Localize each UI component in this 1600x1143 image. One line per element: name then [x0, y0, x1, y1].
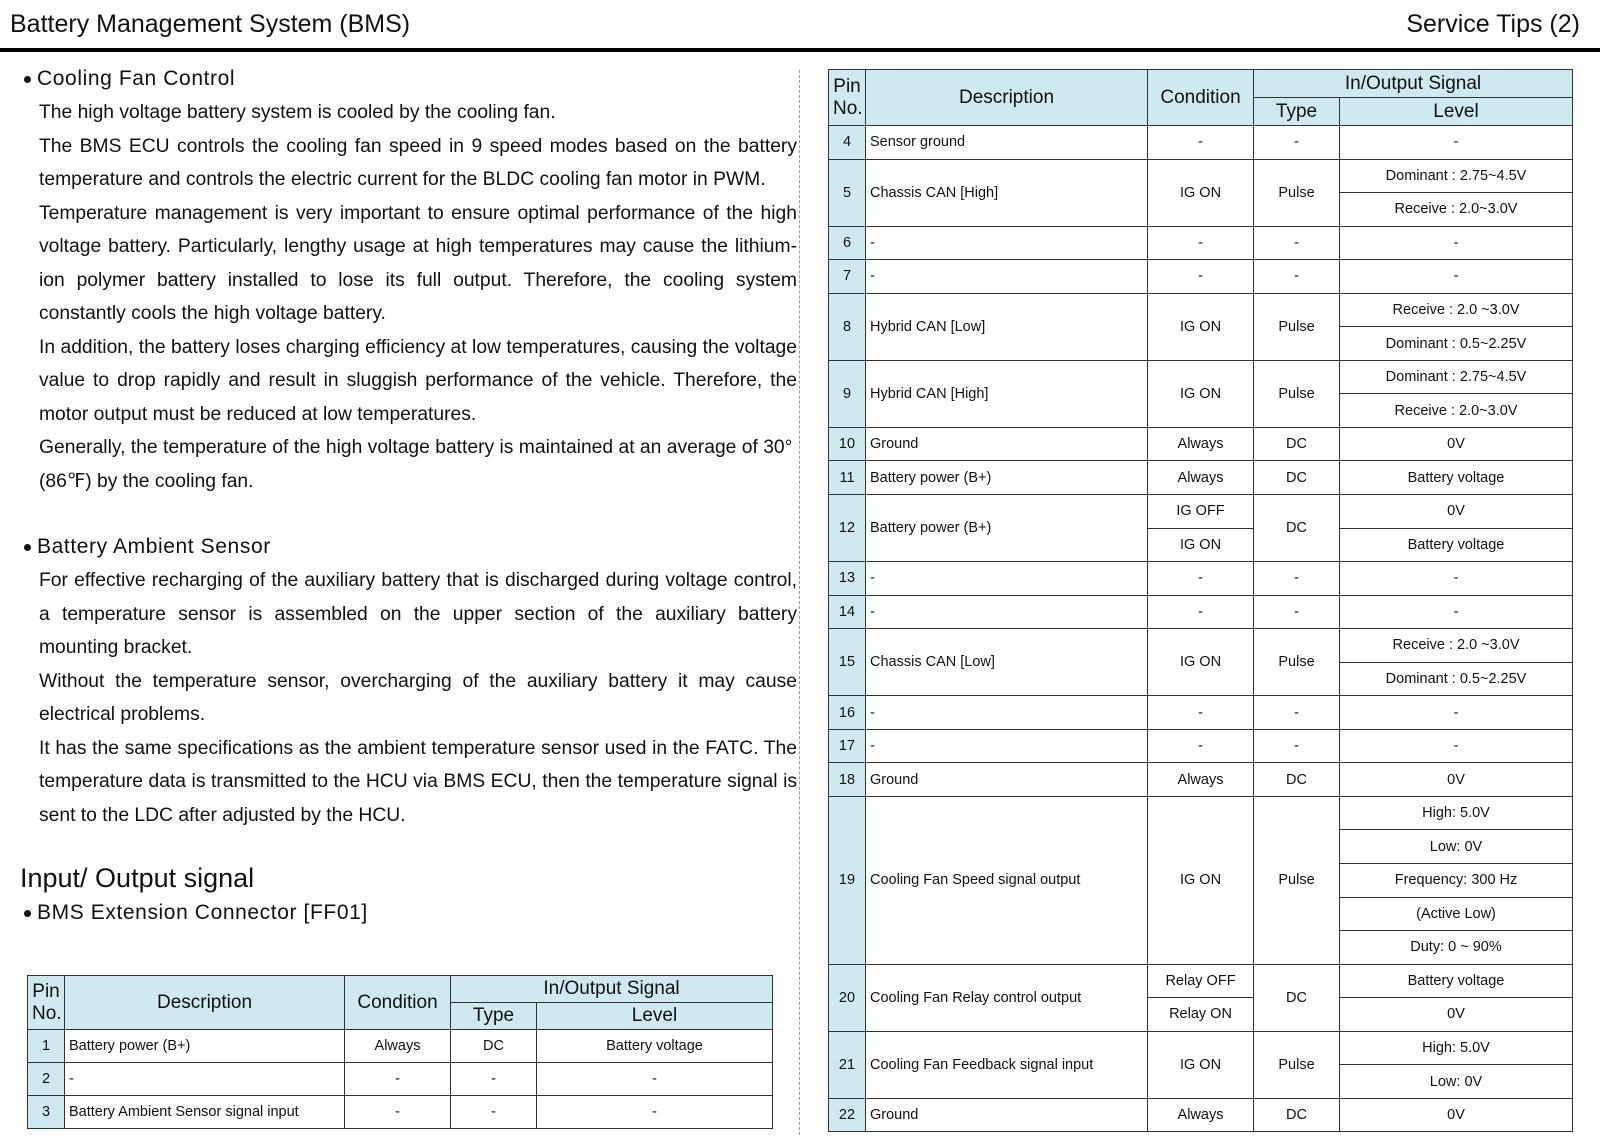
table-row	[829, 360, 1573, 394]
pin-description: Ground	[866, 1098, 1148, 1132]
page-header	[0, 0, 1600, 52]
pin-condition: IG ON	[1148, 360, 1254, 427]
pin-signal-type: -	[1254, 126, 1340, 160]
pin-signal-level: Dominant : 2.75~4.5V	[1340, 159, 1573, 193]
bullet-icon	[24, 76, 31, 83]
pin-condition: Always	[1148, 427, 1254, 461]
header-description: Description	[65, 976, 345, 1030]
pin-description: -	[65, 1063, 345, 1096]
pin-description: Ground	[866, 763, 1148, 797]
pin-signal-level: -	[1340, 729, 1573, 763]
pin-condition: Always	[1148, 461, 1254, 495]
pin-description: -	[866, 595, 1148, 629]
pin-signal-level: 0V	[1340, 998, 1573, 1032]
cooling-paragraph: Temperature management is very important to ensure optimal performance of the high voltage battery. Particularly, lengthy usage at high temperatures may cause the lithium-ion polymer battery installed to lose its full output. Therefore, the cooling system constantly cools the high voltage battery.	[39, 202, 797, 324]
table-row	[28, 1063, 773, 1096]
pin-signal-type: Pulse	[1254, 629, 1340, 696]
header-level: Level	[1340, 98, 1573, 126]
pin-condition: -	[1148, 260, 1254, 294]
pin-number: 14	[829, 595, 866, 629]
pin-signal-type: -	[451, 1096, 537, 1129]
pin-signal-type: DC	[1254, 495, 1340, 562]
table-row	[829, 126, 1573, 160]
pin-signal-type: DC	[1254, 461, 1340, 495]
table-row	[829, 495, 1573, 529]
table-row	[829, 763, 1573, 797]
pin-condition: Relay ON	[1148, 998, 1254, 1032]
pin-number: 20	[829, 964, 866, 1031]
pin-condition: IG ON	[1148, 293, 1254, 360]
header-pin-no	[28, 976, 65, 1030]
page-title: Battery Management System (BMS)	[10, 9, 411, 38]
pin-condition: Always	[1148, 763, 1254, 797]
pin-description: Chassis CAN [Low]	[866, 629, 1148, 696]
pin-signal-level: Receive : 2.0~3.0V	[1340, 193, 1573, 227]
table-row	[829, 159, 1573, 193]
table-row	[829, 260, 1573, 294]
header-description: Description	[866, 70, 1148, 126]
pin-signal-type: -	[1254, 260, 1340, 294]
pin-number: 22	[829, 1098, 866, 1132]
pin-number: 18	[829, 763, 866, 797]
pin-signal-level: Battery voltage	[537, 1030, 773, 1063]
pin-signal-level: -	[1340, 696, 1573, 730]
page-section-title: Service Tips (2)	[1406, 9, 1580, 38]
pin-signal-level: Receive : 2.0 ~3.0V	[1340, 293, 1573, 327]
pin-condition: -	[1148, 126, 1254, 160]
pin-description: Battery Ambient Sensor signal input	[65, 1096, 345, 1129]
pin-signal-level: -	[537, 1096, 773, 1129]
header-condition: Condition	[1148, 70, 1254, 126]
pin-signal-level: -	[1340, 126, 1573, 160]
pin-condition: Always	[345, 1030, 451, 1063]
pin-signal-level: (Active Low)	[1340, 897, 1573, 931]
pin-signal-level: Low: 0V	[1340, 830, 1573, 864]
pin-description: -	[866, 729, 1148, 763]
cooling-paragraph: Generally, the temperature of the high voltage battery is maintained at an average of 30°(86℉) by the cooling fan.	[39, 437, 793, 492]
table-row	[829, 796, 1573, 830]
pin-condition: IG OFF	[1148, 495, 1254, 529]
pin-condition: -	[1148, 595, 1254, 629]
pin-signal-type: -	[1254, 226, 1340, 260]
pin-number: 7	[829, 260, 866, 294]
header-type: Type	[451, 1003, 537, 1030]
pin-description: -	[866, 696, 1148, 730]
pin-number: 5	[829, 159, 866, 226]
pin-signal-level: 0V	[1340, 427, 1573, 461]
pin-condition: -	[1148, 729, 1254, 763]
pin-signal-level: High: 5.0V	[1340, 1031, 1573, 1065]
pin-description: Sensor ground	[866, 126, 1148, 160]
column-divider	[799, 70, 800, 1135]
pin-number: 4	[829, 126, 866, 160]
pin-number: 19	[829, 796, 866, 964]
pin-number: 2	[28, 1063, 65, 1096]
pin-number: 17	[829, 729, 866, 763]
pin-description: Chassis CAN [High]	[866, 159, 1148, 226]
header-type: Type	[1254, 98, 1340, 126]
table-row	[829, 461, 1573, 495]
header-io-signal: In/Output Signal	[1254, 70, 1573, 98]
pin-signal-level: Battery voltage	[1340, 461, 1573, 495]
ambient-sensor-heading	[20, 530, 780, 564]
table-row	[829, 629, 1573, 663]
pin-signal-level: Receive : 2.0~3.0V	[1340, 394, 1573, 428]
pin-description: -	[866, 226, 1148, 260]
pin-signal-level: -	[1340, 595, 1573, 629]
header-pin-line: No.	[833, 97, 863, 119]
pin-signal-level: 0V	[1340, 763, 1573, 797]
pin-signal-level: Low: 0V	[1340, 1065, 1573, 1099]
ambient-paragraph: For effective recharging of the auxiliary battery that is discharged during voltage control, a temperature sensor is assembled on the upper section of the auxiliary battery mounting bracket.	[39, 570, 797, 658]
ambient-paragraph: It has the same specifications as the ambient temperature sensor used in the FATC. The temperature data is transmitted to the HCU via BMS ECU, then the temperature signal is sent to the LDC after adjusted by the HCU.	[39, 737, 797, 826]
pin-signal-type: DC	[1254, 1098, 1340, 1132]
cooling-paragraph: The BMS ECU controls the cooling fan speed in 9 speed modes based on the battery temperature and controls the electric current for the BLDC cooling fan motor in PWM.	[39, 135, 797, 190]
pin-signal-type: -	[451, 1063, 537, 1096]
io-table-pins-4-22	[828, 69, 1573, 1132]
pin-signal-type: Pulse	[1254, 293, 1340, 360]
table-row	[829, 427, 1573, 461]
pin-signal-type: -	[1254, 696, 1340, 730]
header-level: Level	[537, 1003, 773, 1030]
pin-signal-level: Frequency: 300 Hz	[1340, 864, 1573, 898]
table-row	[829, 562, 1573, 596]
pin-condition: -	[345, 1096, 451, 1129]
pin-condition: IG ON	[1148, 629, 1254, 696]
pin-signal-type: DC	[1254, 964, 1340, 1031]
table-row	[829, 1031, 1573, 1065]
pin-signal-type: Pulse	[1254, 796, 1340, 964]
pin-signal-level: -	[1340, 562, 1573, 596]
pin-signal-level: 0V	[1340, 495, 1573, 529]
table-row	[829, 226, 1573, 260]
pin-condition: -	[1148, 226, 1254, 260]
left-column	[20, 62, 797, 930]
pin-number: 1	[28, 1030, 65, 1063]
pin-description: Cooling Fan Feedback signal input	[866, 1031, 1148, 1098]
table-row	[829, 1098, 1573, 1132]
pin-number: 6	[829, 226, 866, 260]
pin-signal-type: DC	[451, 1030, 537, 1063]
table-row	[829, 595, 1573, 629]
pin-signal-type: -	[1254, 729, 1340, 763]
pin-signal-level: Battery voltage	[1340, 528, 1573, 562]
cooling-fan-title: Cooling Fan Control	[37, 67, 236, 90]
table-row	[829, 696, 1573, 730]
pin-signal-level: Dominant : 2.75~4.5V	[1340, 360, 1573, 394]
pin-signal-type: Pulse	[1254, 360, 1340, 427]
header-pin-line: Pin	[833, 75, 861, 97]
pin-description: Cooling Fan Relay control output	[866, 964, 1148, 1031]
ambient-paragraph: Without the temperature sensor, overcharging of the auxiliary battery it may cause electrical problems.	[39, 670, 797, 725]
io-section-title: Input/ Output signal	[20, 863, 255, 893]
pin-description: Battery power (B+)	[866, 461, 1148, 495]
io-table-pins-1-3	[27, 975, 773, 1129]
header-io-signal: In/Output Signal	[451, 976, 773, 1003]
pin-number: 3	[28, 1096, 65, 1129]
pin-description: Battery power (B+)	[65, 1030, 345, 1063]
pin-condition: IG ON	[1148, 1031, 1254, 1098]
pin-description: Hybrid CAN [Low]	[866, 293, 1148, 360]
table-row	[829, 964, 1573, 998]
table-row	[28, 1030, 773, 1063]
pin-description: Cooling Fan Speed signal output	[866, 796, 1148, 964]
pin-signal-level: -	[1340, 226, 1573, 260]
pin-description: -	[866, 260, 1148, 294]
cooling-fan-heading	[20, 62, 780, 96]
pin-description: Hybrid CAN [High]	[866, 360, 1148, 427]
pin-condition: IG ON	[1148, 159, 1254, 226]
header-pin-line: Pin	[32, 980, 60, 1002]
pin-signal-level: -	[1340, 260, 1573, 294]
pin-description: Ground	[866, 427, 1148, 461]
pin-description: -	[866, 562, 1148, 596]
pin-signal-level: -	[537, 1063, 773, 1096]
pin-signal-level: Duty: 0 ~ 90%	[1340, 931, 1573, 965]
table-row	[829, 729, 1573, 763]
connector-title: BMS Extension Connector [FF01]	[37, 901, 368, 924]
header-pin-line: No.	[32, 1002, 62, 1024]
pin-number: 10	[829, 427, 866, 461]
pin-signal-level: 0V	[1340, 1098, 1573, 1132]
cooling-paragraph: The high voltage battery system is cooled by the cooling fan.	[39, 102, 556, 123]
pin-signal-type: -	[1254, 562, 1340, 596]
pin-signal-type: DC	[1254, 427, 1340, 461]
pin-signal-type: -	[1254, 595, 1340, 629]
bullet-icon	[24, 910, 31, 917]
connector-heading	[20, 896, 780, 930]
pin-signal-type: Pulse	[1254, 159, 1340, 226]
pin-number: 15	[829, 629, 866, 696]
pin-number: 16	[829, 696, 866, 730]
pin-signal-type: DC	[1254, 763, 1340, 797]
pin-signal-level: High: 5.0V	[1340, 796, 1573, 830]
table-row	[829, 293, 1573, 327]
pin-condition: Always	[1148, 1098, 1254, 1132]
pin-description: Battery power (B+)	[866, 495, 1148, 562]
pin-signal-level: Receive : 2.0 ~3.0V	[1340, 629, 1573, 663]
pin-number: 21	[829, 1031, 866, 1098]
pin-number: 9	[829, 360, 866, 427]
pin-signal-level: Battery voltage	[1340, 964, 1573, 998]
pin-condition: -	[345, 1063, 451, 1096]
pin-signal-level: Dominant : 0.5~2.25V	[1340, 662, 1573, 696]
pin-signal-type: Pulse	[1254, 1031, 1340, 1098]
pin-number: 12	[829, 495, 866, 562]
pin-condition: IG ON	[1148, 796, 1254, 964]
ambient-sensor-title: Battery Ambient Sensor	[37, 535, 271, 558]
cooling-paragraph: In addition, the battery loses charging efficiency at low temperatures, causing the voltage value to drop rapidly and result in sluggish performance of the vehicle. Therefore, the motor output must be reduced at low temperatures.	[39, 336, 797, 425]
pin-condition: Relay OFF	[1148, 964, 1254, 998]
table-row	[28, 1096, 773, 1129]
pin-condition: -	[1148, 562, 1254, 596]
pin-condition: IG ON	[1148, 528, 1254, 562]
pin-number: 11	[829, 461, 866, 495]
pin-signal-level: Dominant : 0.5~2.25V	[1340, 327, 1573, 361]
pin-number: 13	[829, 562, 866, 596]
pin-number: 8	[829, 293, 866, 360]
header-condition: Condition	[345, 976, 451, 1030]
pin-condition: -	[1148, 696, 1254, 730]
bullet-icon	[24, 544, 31, 551]
header-pin-no	[829, 70, 866, 126]
